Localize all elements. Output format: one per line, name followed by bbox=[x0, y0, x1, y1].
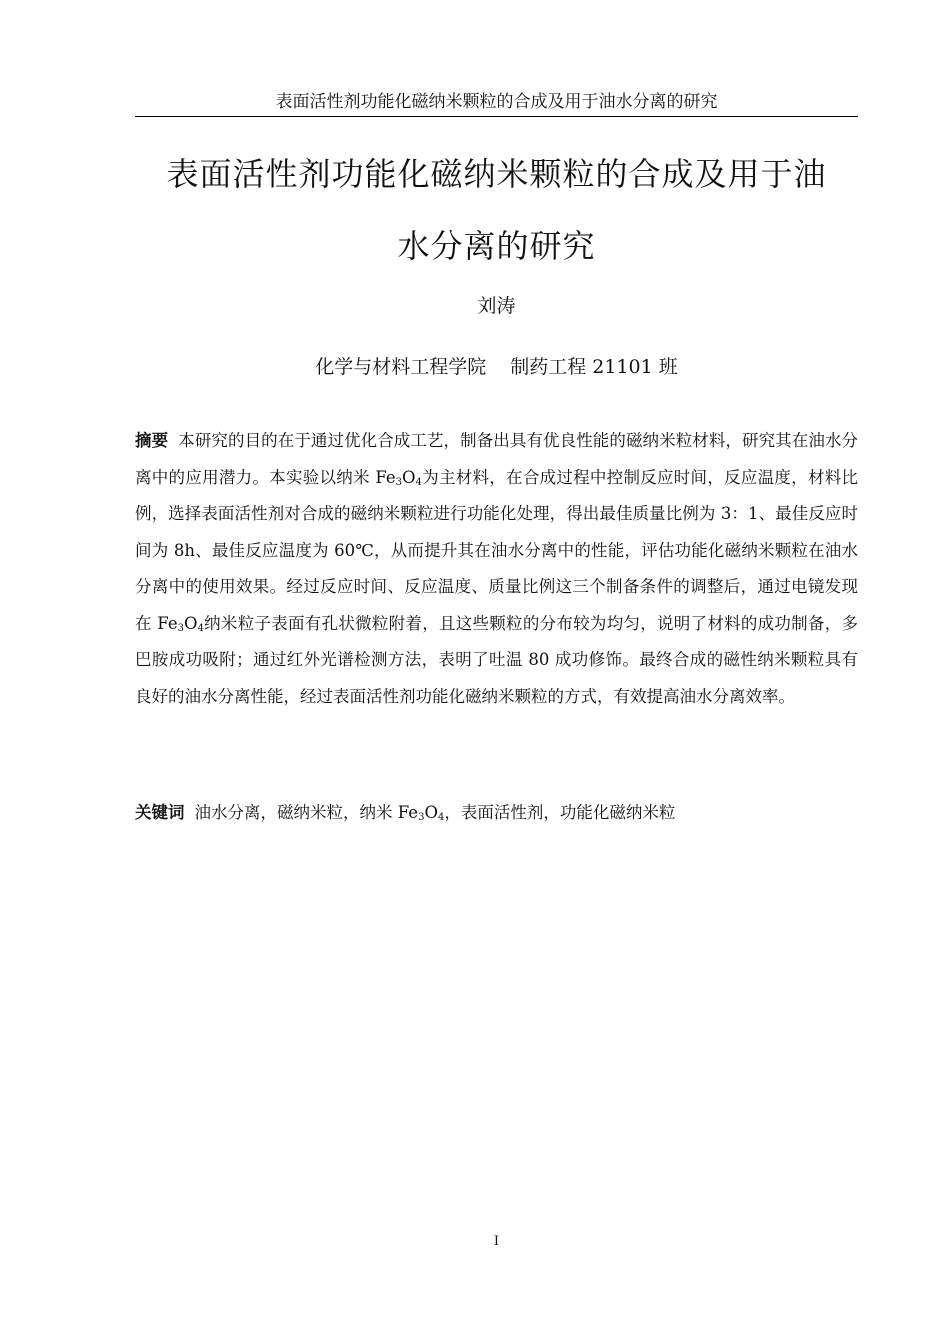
page-number: I bbox=[493, 1234, 500, 1249]
keywords-subscript-1: 3 bbox=[418, 812, 425, 823]
keywords-label: 关键词 bbox=[135, 803, 185, 822]
abstract-subscript-3: 3 bbox=[177, 622, 184, 634]
abstract-label: 摘要 bbox=[135, 431, 169, 450]
abstract-text-1: 本研究的目的在于通过优化合成工艺，制备出具有优良性能的磁纳米粒材料，研究其在油水分离中的应用潜力。本实验以纳米 Fe bbox=[135, 431, 859, 487]
keywords bbox=[135, 795, 858, 832]
paper-title-line-1: 表面活性剂功能化磁纳米颗粒的合成及用于油 bbox=[166, 155, 827, 193]
paper-title-line-2: 水分离的研究 bbox=[397, 227, 596, 265]
abstract-text-5: 纳米粒子表面有孔状微粒附着，且这些颗粒的分布较为均匀，说明了材料的成功制备，多巴胺成功吸附；通过红外光谱检测方法，表明了吐温 80 成功修饰。最终合成的磁性纳米颗粒具有良好的油水分离性能，经过表面活性剂功能化磁纳米颗粒的方式，有效提高油水分离效率。 bbox=[135, 613, 859, 706]
abstract-text-4: O bbox=[183, 613, 198, 633]
abstract-text-3: 为主材料，在合成过程中控制反应时间，反应温度，材料比例，选择表面活性剂对合成的磁纳米颗粒进行功能化处理，得出最佳质量比例为 3：1、最佳反应时间为 8h、最佳反应温度为 60℃，从而提升其在油水分离中的性能，评估功能化磁纳米颗粒在油水分离中的使用效果。经过反应时间、反应温度、质量比例这三个制备条件的调整后，通过电镜发现在 Fe bbox=[135, 467, 858, 633]
abstract-subscript-4: 4 bbox=[197, 622, 204, 634]
abstract bbox=[135, 423, 858, 715]
keywords-text-1: 油水分离，磁纳米粒，纳米 Fe bbox=[194, 803, 419, 822]
keywords-text-2: O bbox=[424, 803, 438, 822]
author-affiliation bbox=[135, 354, 858, 380]
paper-title bbox=[135, 138, 858, 282]
class-name: 制药工程 21101 班 bbox=[510, 356, 678, 378]
author-name: 刘涛 bbox=[477, 295, 516, 317]
abstract-text-2: O bbox=[402, 467, 416, 487]
college-name: 化学与材料工程学院 bbox=[315, 356, 487, 378]
running-header: 表面活性剂功能化磁纳米颗粒的合成及用于油水分离的研究 bbox=[135, 90, 858, 117]
abstract-subscript-1: 3 bbox=[395, 476, 403, 488]
abstract-subscript-2: 4 bbox=[415, 476, 422, 488]
keywords-subscript-2: 4 bbox=[437, 812, 445, 823]
keywords-text-3: ，表面活性剂，功能化磁纳米粒 bbox=[444, 803, 676, 822]
